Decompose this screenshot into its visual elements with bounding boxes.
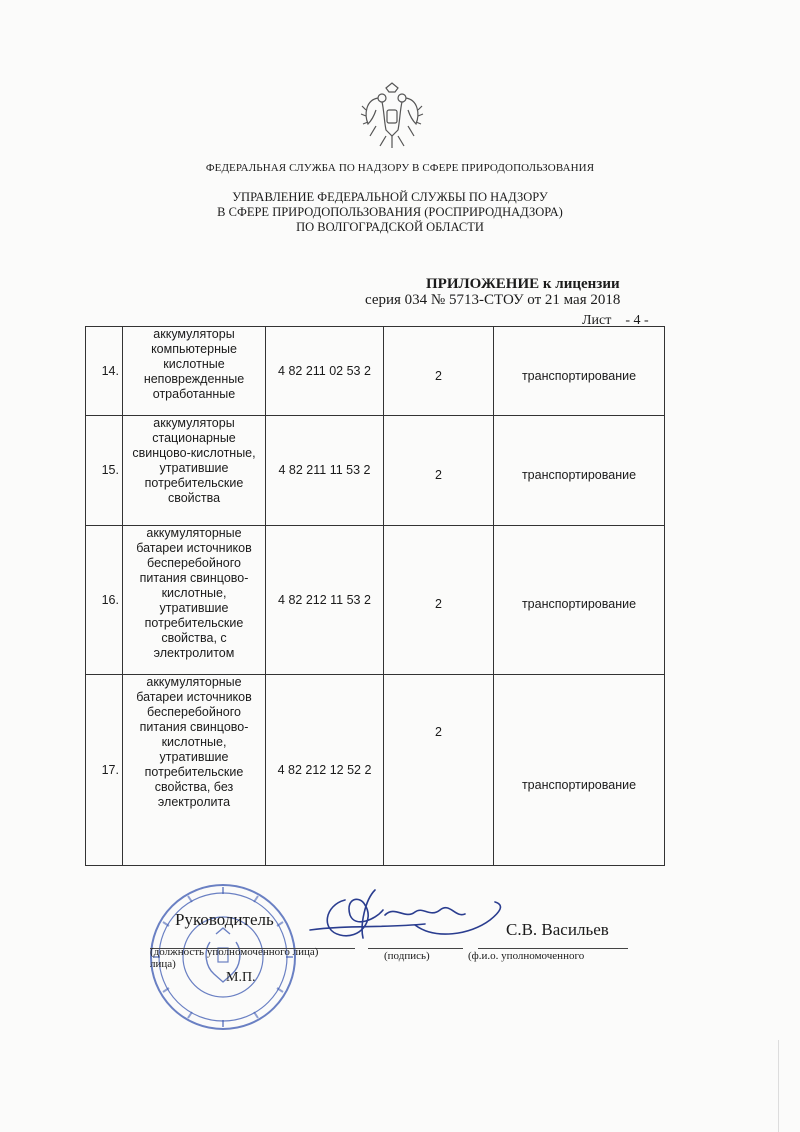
name-line: потребительские: [144, 476, 244, 490]
sheet-number-value: - 4 -: [625, 313, 649, 328]
name-line: электролитом: [153, 646, 235, 660]
name-line: аккумуляторы: [153, 416, 235, 430]
waste-name: [123, 675, 266, 866]
activity-type: транспортирование: [494, 526, 665, 675]
name-line: питания свинцово-: [139, 571, 249, 585]
waste-types-table: [85, 326, 665, 866]
name-line: батареи источников: [136, 541, 252, 555]
agency-name: ФЕДЕРАЛЬНАЯ СЛУЖБА ПО НАДЗОРУ В СФЕРЕ ПРИРОДОПОЛЬЗОВАНИЯ: [205, 162, 595, 174]
name-line: компьютерные: [151, 342, 237, 356]
name-line: кислотные,: [161, 735, 227, 749]
name-line: свойства: [167, 491, 221, 505]
name-line: утратившие: [159, 750, 229, 764]
name-line: кислотные: [163, 357, 225, 371]
waste-code: 4 82 212 12 52 2: [266, 675, 384, 866]
table-row: [86, 327, 665, 416]
name-line: бесперебойного: [147, 556, 241, 570]
page-edge-shadow: [778, 1040, 779, 1132]
caption-name: (ф.и.о. уполномоченного: [468, 950, 585, 962]
appendix-title: ПРИЛОЖЕНИЕ к лицензии: [426, 276, 620, 292]
name-line: кислотные,: [161, 586, 227, 600]
name-line: бесперебойного: [147, 705, 241, 719]
name-line: батареи источников: [136, 690, 252, 704]
waste-code: 4 82 211 11 53 2: [266, 416, 384, 526]
name-line: утратившие: [159, 601, 229, 615]
hazard-class: 2: [384, 416, 494, 526]
handwritten-signature-icon: [305, 880, 510, 950]
name-line: аккумуляторы: [153, 327, 235, 341]
name-line: свойства, без: [154, 780, 234, 794]
row-index: 16.: [86, 526, 123, 675]
name-line: утратившие: [159, 461, 229, 475]
official-name: С.В. Васильев: [506, 920, 609, 939]
department-name: [150, 190, 630, 235]
activity-type: транспортирование: [494, 327, 665, 416]
name-line: питания свинцово-: [139, 720, 249, 734]
name-line: аккумуляторные: [146, 675, 242, 689]
waste-name: [123, 526, 266, 675]
caption-position: (должность уполномоченного лица): [150, 946, 319, 958]
name-line: аккумуляторные: [146, 526, 242, 540]
activity-type: транспортирование: [494, 675, 665, 866]
table-row: [86, 526, 665, 675]
sheet-label: Лист: [582, 313, 612, 328]
name-line: неповрежденные: [143, 372, 245, 386]
signature-line: [368, 948, 463, 949]
waste-name: [123, 327, 266, 416]
department-line: В СФЕРЕ ПРИРОДОПОЛЬЗОВАНИЯ (РОСПРИРОДНАДЗОРА): [217, 205, 563, 219]
name-line: стационарные: [152, 431, 236, 445]
hazard-class: 2: [384, 675, 494, 866]
name-line: свойства, с: [161, 631, 227, 645]
activity-type: транспортирование: [494, 416, 665, 526]
department-line: ПО ВОЛГОГРАДСКОЙ ОБЛАСТИ: [296, 220, 484, 234]
caption-position-cont: лица): [150, 958, 176, 970]
table-row: [86, 416, 665, 526]
caption-signature: (подпись): [384, 950, 430, 962]
waste-code: 4 82 212 11 53 2: [266, 526, 384, 675]
name-line: свинцово-кислотные,: [132, 446, 256, 460]
hazard-class: 2: [384, 327, 494, 416]
seal-place-label: М.П.: [226, 970, 256, 985]
row-index: 17.: [86, 675, 123, 866]
name-line: электролита: [157, 795, 231, 809]
license-series: серия 034 № 5713-СТОУ от 21 мая 2018: [365, 292, 621, 308]
name-line: потребительские: [144, 616, 244, 630]
name-line: отработанные: [152, 387, 236, 401]
name-line: [478, 948, 628, 949]
waste-name: [123, 416, 266, 526]
official-position: Руководитель: [175, 910, 274, 929]
waste-code: 4 82 211 02 53 2: [266, 327, 384, 416]
row-index: 15.: [86, 416, 123, 526]
department-line: УПРАВЛЕНИЕ ФЕДЕРАЛЬНОЙ СЛУЖБЫ ПО НАДЗОРУ: [232, 190, 548, 204]
coat-of-arms-emblem-icon: [360, 80, 424, 154]
row-index: 14.: [86, 327, 123, 416]
table-row: [86, 675, 665, 866]
name-line: потребительские: [144, 765, 244, 779]
hazard-class: 2: [384, 526, 494, 675]
